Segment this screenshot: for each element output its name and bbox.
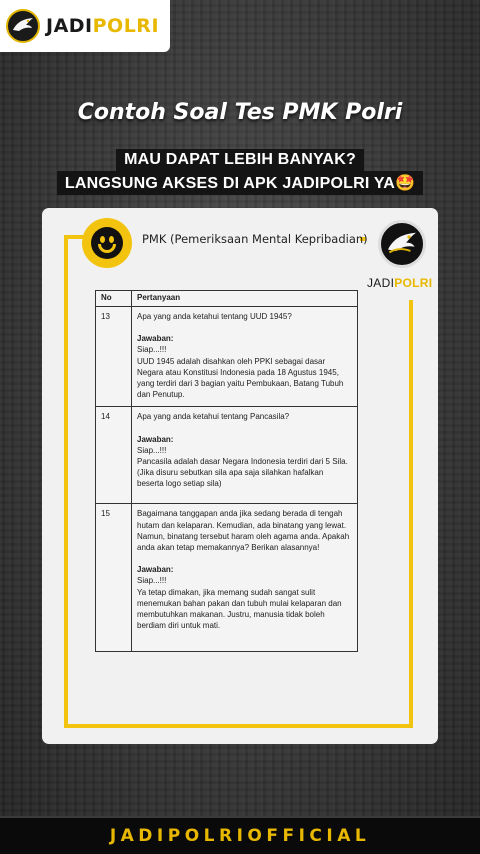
frame-line-right <box>409 300 413 728</box>
card-brand-wordmark <box>367 276 432 290</box>
row-number: 13 <box>96 307 132 407</box>
answer-text: Siap...!!! Ya tetap dimakan, jika memang sudah sangat sulit menemukan bahan pakan dan tubuh mulai kelaparan dan membutuhkan makanan. Justru, manusia tidak boleh berdiam diri untuk mati. <box>137 576 342 631</box>
row-number: 14 <box>96 407 132 504</box>
promo-line-1 <box>0 149 480 171</box>
footer-bar <box>0 816 480 854</box>
eagle-emblem-icon <box>378 220 426 268</box>
question-text: Bagaimana tanggapan anda jika sedang berada di tengah hutam dan kelaparan. Kemudian, ada binatang yang lewat. Namun, binatang tersebut haram oleh agama anda. Apakah anda akan tetap memakannya? Berikan alasannya! <box>137 509 350 553</box>
brand-wordmark-yellow: POLRI <box>92 15 160 37</box>
answer-label: Jawaban: <box>137 334 174 344</box>
row-content <box>132 504 358 652</box>
answer-text: Siap...!!! Pancasila adalah dasar Negara Indonesia terdiri dari 5 Sila. (Jika disuru sebutkan sila apa saja silahkan hafalkan beserta logo setiap sila) <box>137 445 348 489</box>
card-brand-dark: JADI <box>367 276 395 290</box>
table-header-row <box>96 291 358 307</box>
table-row <box>96 407 358 504</box>
table-row <box>96 307 358 407</box>
brand-logo <box>0 0 170 52</box>
promo-line-2-text: LANGSUNG AKSES DI APK JADIPOLRI YA🤩 <box>57 171 423 195</box>
question-text: Apa yang anda ketahui tentang UUD 1945? <box>137 312 292 321</box>
question-table <box>95 290 358 652</box>
footer-handle: JADIPOLRIOFFICIAL <box>109 826 371 846</box>
frame-line-bottom <box>64 724 413 728</box>
promo-line-1-text: MAU DAPAT LEBIH BANYAK? <box>116 149 364 171</box>
answer-text: Siap...!!! UUD 1945 adalah disahkan oleh PPKI sebagai dasar Negara atau Konstitusi Indonesia pada 18 Agustus 1945, yang terdiri dari 3 bagian yaitu Pembukaan, Batang Tubuh dan Penutup. <box>137 345 344 400</box>
question-text: Apa yang anda ketahui tentang Pancasila? <box>137 412 290 422</box>
question-card <box>42 208 438 744</box>
frame-line-top <box>64 235 84 239</box>
smiley-icon <box>82 218 132 268</box>
frame-line-left <box>64 235 68 728</box>
column-header-question: Pertanyaan <box>132 291 358 307</box>
row-content <box>132 407 358 504</box>
row-number: 15 <box>96 504 132 652</box>
answer-label: Jawaban: <box>137 434 174 444</box>
brand-wordmark-dark: JADI <box>46 15 93 37</box>
column-header-no: No <box>96 291 132 307</box>
promo-line-2 <box>0 171 480 195</box>
answer-label: Jawaban: <box>137 565 174 575</box>
card-brand-yellow: POLRI <box>394 276 433 290</box>
brand-wordmark <box>46 15 159 37</box>
row-content <box>132 307 358 407</box>
eagle-emblem-icon <box>6 9 40 43</box>
page-headline: Contoh Soal Tes PMK Polri <box>77 100 403 125</box>
card-title: PMK (Pemeriksaan Mental Kepribadian) <box>142 232 368 246</box>
table-row <box>96 504 358 652</box>
